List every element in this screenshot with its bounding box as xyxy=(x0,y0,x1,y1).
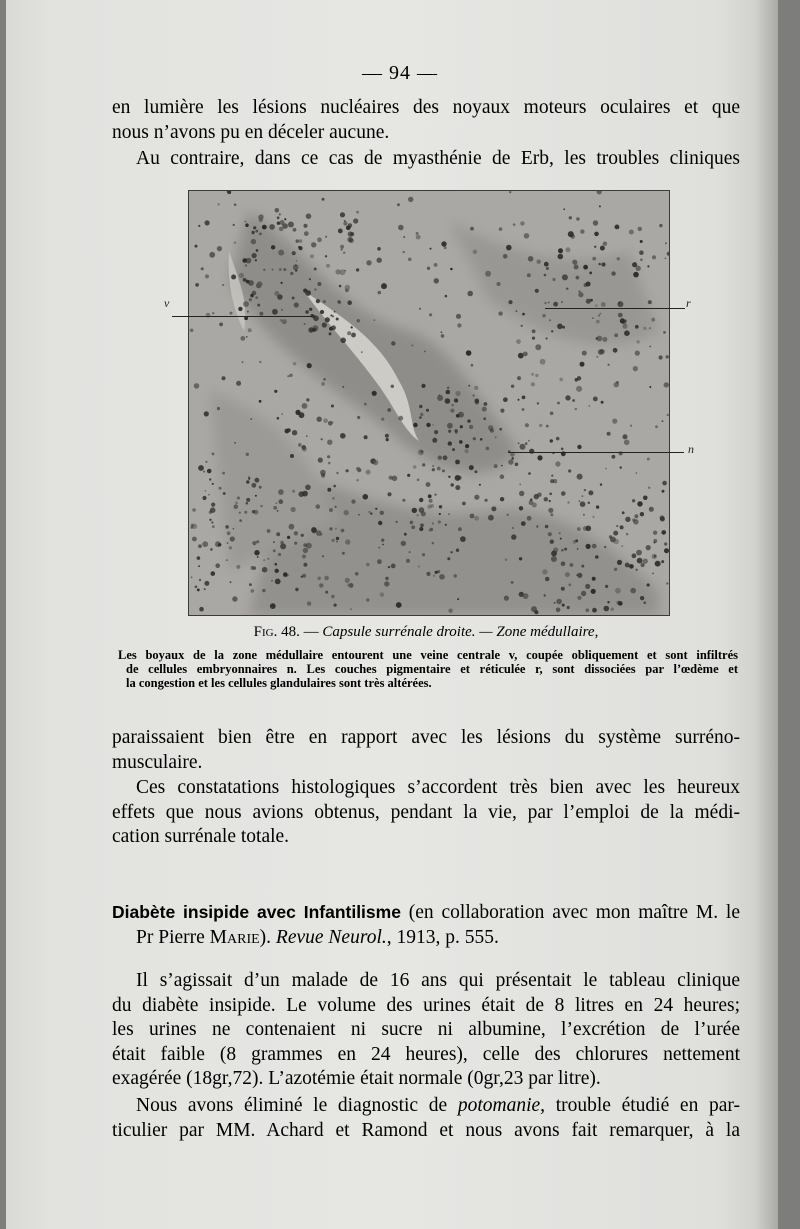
text-line: Ces constatations histologiques s’accordent très bien avec les heureux xyxy=(136,777,740,798)
text-line: nous n’avons pu en déceler aucune. xyxy=(112,121,390,143)
figure-label-n: n xyxy=(688,442,694,456)
caption-line: la congestion et les cellules glandulaires sont très altérées. xyxy=(126,676,432,690)
text-line: les urines ne contenaient ni sucre ni albumine, l’excrétion de l’urée xyxy=(112,1019,740,1040)
figure-caption-body xyxy=(118,648,738,690)
paragraph-5 xyxy=(112,969,740,1092)
text-line: exagérée (18gr,72). L’azotémie était normale (0gr,23 par litre). xyxy=(112,1068,601,1089)
leader-line-n xyxy=(508,452,684,453)
figure-label-r: r xyxy=(686,296,691,310)
paragraph-3 xyxy=(112,726,740,775)
caption-line: Les boyaux de la zone médullaire entourent une veine centrale v, coupée obliquement et sont infiltrés xyxy=(118,648,738,662)
figure-caption-title xyxy=(112,624,740,641)
figure-title: Capsule surrénale droite. — Zone médullaire, xyxy=(322,624,599,640)
reference-prof: Pr xyxy=(136,926,154,948)
reference-surname: Marie xyxy=(209,926,260,948)
page-number: — 94 — xyxy=(362,62,438,84)
page-edge-shadow xyxy=(756,0,778,1229)
paragraph-1 xyxy=(112,96,740,145)
reference-line-2 xyxy=(112,926,740,951)
text-line: effets que nous avions obtenus, pendant la vie, par l’emploi de la médi- xyxy=(112,801,740,823)
text-line: Au contraire, dans ce cas de myasthénie de Erb, les troubles cliniques xyxy=(136,148,740,169)
caption-line: de cellules embryonnaires n. Les couches pigmentaire et réticulée r, sont dissociées par l’œdème et xyxy=(126,662,738,676)
reference-entry xyxy=(112,900,740,950)
text-line: Il s’agissait d’un malade de 16 ans qui présentait le tableau clinique xyxy=(136,970,740,991)
text-segment: trouble étudié en par- xyxy=(545,1095,740,1116)
reference-journal: Revue Neurol. xyxy=(275,926,387,948)
text-line: ticulier par MM. Achard et Ramond et nous avons fait remarquer, à la xyxy=(112,1119,740,1141)
text-line: cation surrénale totale. xyxy=(112,826,290,847)
reference-line-1 xyxy=(112,900,740,926)
text-line: du diabète insipide. Le volume des urines était de 8 litres en 24 heures; xyxy=(112,994,740,1016)
figure-label-v: v xyxy=(164,296,170,310)
reference-name: Pierre xyxy=(153,926,210,948)
micrograph-image xyxy=(189,191,669,615)
emphasis: potomanie, xyxy=(457,1095,546,1116)
text-line: était faible (8 grammes en 24 heures), celle des chlorures nettement xyxy=(112,1043,740,1065)
text-line: paraissaient bien être en rapport avec les lésions du système surréno- xyxy=(112,727,740,748)
leader-line-r xyxy=(545,308,685,309)
text-segment: Nous avons éliminé le diagnostic de xyxy=(136,1095,458,1116)
text-line: en lumière les lésions nucléaires des noyaux moteurs oculaires et que xyxy=(112,97,740,118)
leader-line-v xyxy=(172,316,312,317)
reference-text: ). xyxy=(259,926,276,948)
paragraph-2 xyxy=(112,147,740,172)
reference-text: (en collaboration avec mon maître M. le xyxy=(400,902,740,923)
micrograph-figure xyxy=(188,190,670,616)
paragraph-6 xyxy=(112,1094,740,1143)
text-line xyxy=(112,1094,740,1119)
reference-citation: , 1913, p. 555. xyxy=(386,926,499,948)
figure-number: Fig. 48. — xyxy=(253,624,323,640)
paragraph-4 xyxy=(112,776,740,850)
text-line: musculaire. xyxy=(112,751,203,773)
reference-title: Diabète insipide avec Infantilisme xyxy=(112,902,401,922)
